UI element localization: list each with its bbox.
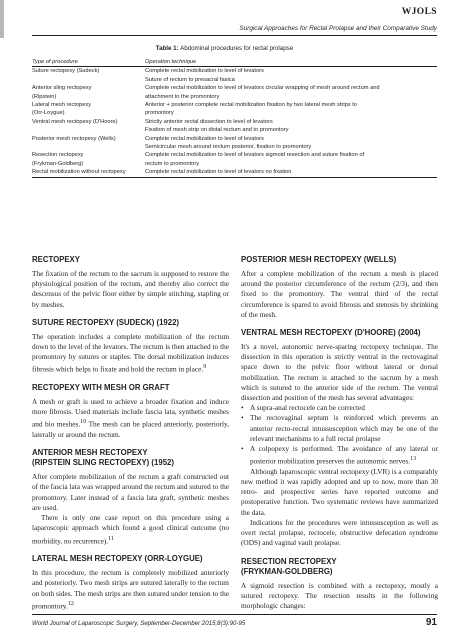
page-number: 91 <box>425 617 437 628</box>
table-cell-procedure: Anterior sling rectopexy (Ripstein) <box>32 85 92 100</box>
paragraph: It's a novel, autonomic nerve-sparing rectopexy technique. The dissection in this operation is strictly ventral in the rectovaginal space down to the pelvic floor without lateral or dorsal mobilization. The rectum is attached to the sacrum by a mesh which is sutured to the anterior side of the rectum. The ventral dissection and position of the mesh has several advantages: <box>241 342 438 403</box>
citation-ref: 10 <box>80 419 87 426</box>
journal-name: WJOLS <box>401 7 437 17</box>
paragraph: Indications for the procedures were intussusception as well as overt rectal prolapse, rectocele, obstructive defecation syndrome (ODS) and vaginal vault prolapse. <box>241 517 438 548</box>
table-row <box>32 67 437 84</box>
paragraph: After complete mobilization of the rectum a graft constructed out of the fascia lata was wrapped around the rectum and sutured to the promontory. Later instead of a fascia lata graft, synthetic meshes are used. <box>32 472 229 512</box>
bullet-icon: • <box>241 403 244 413</box>
section-heading: VENTRAL MESH RECTOPEXY (D'HOORE) (2004) <box>241 328 421 338</box>
section-heading: POSTERIOR MESH RECTOPEXY (WELLS) <box>241 255 397 264</box>
table-cell-technique: Complete rectal mobilization to level of levators Suture of rectum to presacral fasica <box>145 68 264 83</box>
citation-ref: 9 <box>203 364 207 371</box>
table-row <box>32 168 437 177</box>
table-row <box>32 151 437 168</box>
table-caption: Table 1: Abdominal procedures for rectal prolapse <box>155 45 294 52</box>
paragraph: A mesh or graft is used to achieve a broader fixation and induce more fibrosis. Used materials include fascia lata, synthetic meshes and bio meshes.$^{10}$ The mesh can be placed anteriorly, posteriorly, laterally or around the rectum. <box>32 397 229 440</box>
running-title: Surgical Approaches for Rectal Prolapse and their Comparative Study <box>239 25 437 32</box>
left-column <box>32 255 229 619</box>
table-row <box>32 135 437 152</box>
citation-ref: 12 <box>67 600 74 607</box>
table-cell-technique: Anterior + posterior complete rectal mobilization fixation by two lateral mesh strips to promontory <box>145 102 357 117</box>
section-heading: ANTERIOR MESH RECTOPEXY (RIPSTEIN SLING RECTOPEXY) (1952) <box>32 448 174 468</box>
table-cell-procedure: Rectal mobilization without rectopexy <box>32 168 145 177</box>
paragraph: The operation includes a complete mobilization of the rectum down to the level of the levators. The rectum is then attached to the promontory by sutures or staples. The dorsal mobilization induces fibrosis which helps to fixate and hold the rectum in place.$^9$ <box>32 331 229 374</box>
citation-ref: 11 <box>108 535 114 542</box>
section-heading: RECTOPEXY <box>32 255 80 264</box>
bullet-icon: • <box>241 413 244 423</box>
table-cell-procedure: Resection rectopexy (Frykman-Goldberg) <box>32 152 84 167</box>
citation-ref: 13 <box>410 456 417 463</box>
table-header-cell: Type of procedure <box>32 58 145 67</box>
table-cell-procedure: Lateral mesh rectopexy (Orr-Loygue) <box>32 102 92 117</box>
list-item: • The rectovaginal septum is reinforced which prevents an anterior recto-rectal intussusception which may be one of the relevant mechanisms to a full rectal prolapse <box>241 413 438 443</box>
footer-rule <box>32 614 437 615</box>
list-item: • A supra-anal rectocele can be corrected <box>241 403 365 413</box>
section-heading: SUTURE RECTOPEXY (SUDECK) (1922) <box>32 317 180 327</box>
right-column <box>241 255 438 619</box>
table-row <box>32 118 437 135</box>
table-cell-technique: Strictly anterior rectal dissection to level of levators Fixation of mesh strip on distal rectum and to promontory <box>145 118 289 134</box>
table-cell-procedure: Posterior mesh rectopexy (Wells) <box>32 135 116 142</box>
table-cell-technique: Complete rectal mobilization to level of levators sigmoid resection and suture fixation of rectum to promontory <box>145 152 365 167</box>
section-heading: RECTOPEXY WITH MESH OR GRAFT <box>32 383 170 393</box>
paragraph: The fixation of the rectum to the sacrum is supposed to restore the physiological position of the rectum, and thereby also correct the descensus of the pelvic floor either by simple stitching, stapling or by meshes. <box>32 269 229 309</box>
table-header-row <box>32 58 437 67</box>
section-heading: RESECTION RECTOPEXY (FRYKMAN-GOLDBERG) <box>241 556 337 576</box>
table-cell-procedure: Ventral mesh rectopexy (D'Hoore) <box>32 118 118 125</box>
paragraph: In this procedure, the rectum is completely mobilized anteriorly and posteriorly. Two mesh strips are sutured laterally to the rectum on both sides. The mesh strips are then sutured under tension to the promontory.$^{12}$ <box>32 568 229 611</box>
list-item: • A colpopexy is performed. The avoidance of any lateral or posterior mobilization preserves the autonomic nerves.$^{13}$ <box>241 444 438 466</box>
procedures-table <box>32 58 437 178</box>
paragraph: Although laparoscopic ventral rectopexy (LVR) is a comparably new method it was rapidly adopted and up to now, more than 30 retro- and prospective series have reported outcome and postoperative function. Two systematic reviews have summarized the data. <box>241 466 438 517</box>
table-cell-technique: Complete rectal mobilization to level of levators no fixation <box>145 168 437 177</box>
table-header-cell: Operation technique <box>145 58 437 67</box>
paragraph: After a complete mobilization of the rectum a mesh is placed around the posterior circumference of the rectum (2/3), and then fixed to the promontory. The ventral third of the rectal circumference is spared to avoid fibrosis and stenosis by shrinking of the mesh. <box>241 269 438 319</box>
table-cell-technique: Complete rectal mobilization to level of levators Semicircular mesh around rectum posterior, fixation to promontory <box>145 135 312 151</box>
advantages-list <box>241 403 438 467</box>
header-rule <box>32 35 437 36</box>
table-cell-procedure: Suture rectopexy (Sudeck) <box>32 68 100 75</box>
paragraph: There is only one case report on this procedure using a laparoscopic approach which found a good clinical outcome (no morbidity, no recurrence).$^{11}$ <box>32 513 229 545</box>
table-cell-technique: Complete rectal mobilization to level of levators circular wrapping of mesh around rectum and attachment to the promontory <box>145 85 380 100</box>
table-row <box>32 101 437 118</box>
footer-citation: World Journal of Laparoscopic Surgery, September-December 2015;8(3):90-95 <box>32 620 246 627</box>
paragraph: A sigmoid resection is combined with a rectopexy, mostly a sutured rectopexy. The resection results in the following morphologic changes: <box>241 580 438 610</box>
page-edge-tab <box>0 0 4 38</box>
section-heading: LATERAL MESH RECTOPEXY (ORR-LOYGUE) <box>32 554 203 564</box>
bullet-icon: • <box>241 444 244 454</box>
table-row <box>32 84 437 101</box>
